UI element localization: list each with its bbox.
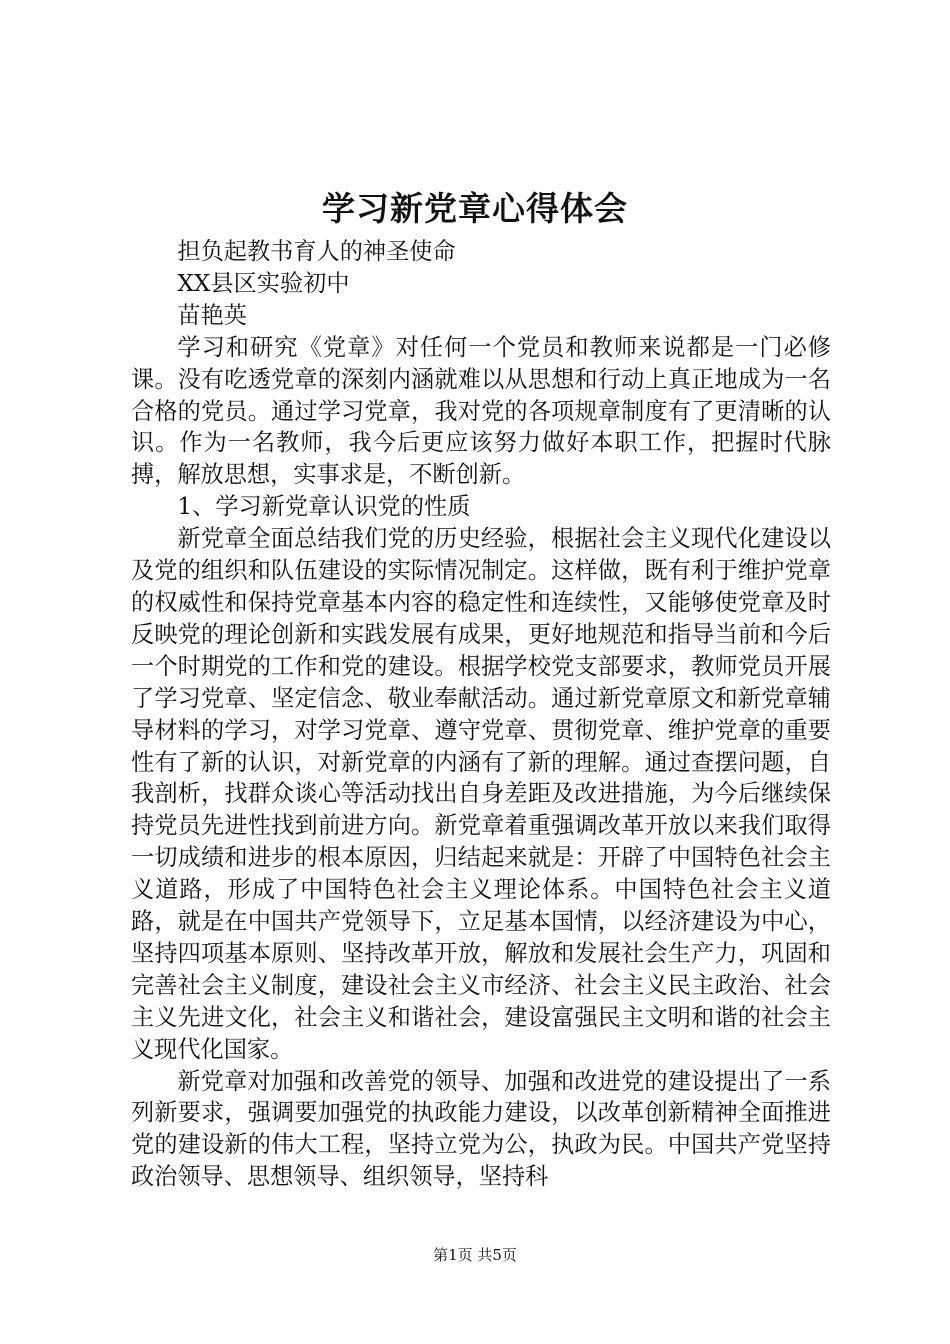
body-paragraph: 新党章全面总结我们党的历史经验，根据社会主义现代化建设以及党的组织和队伍建设的实际情况制定。这样做，既有利于维护党章的权威性和保持党章基本内容的稳定性和连续性，又能够使党章及时反映党的理论创新和实践发展有成果，更好地规范和指导当前和今后一个时期党的工作和党的建设。根据学校党支部要求，教师党员开展了学习党章、坚定信念、敬业奉献活动。通过新党章原文和新党章辅导材料的学习，对学习党章、遵守党章、贯彻党章、维护党章的重要性有了新的认识，对新党章的内涵有了新的理解。通过查摆问题，自我剖析，找群众谈心等活动找出自身差距及改进措施，为今后继续保持党员先进性找到前进方向。新党章着重强调改革开放以来我们取得一切成绩和进步的根本原因，归结起来就是：开辟了中国特色社会主义道路，形成了中国特色社会主义理论体系。中国特色社会主义道路，就是在中国共产党领导下，立足基本国情，以经济建设为中心，坚持四项基本原则、坚持改革开放，解放和发展社会生产力，巩固和完善社会主义制度，建设社会主义市经济、社会主义民主政治、社会主义先进文化，社会主义和谐社会，建设富强民主文明和谐的社会主义现代化国家。 xyxy=(131,525,831,1063)
body-paragraph: 学习和研究《党章》对任何一个党员和教师来说都是一门必修课。没有吃透党章的深刻内涵就难以从思想和行动上真正地成为一名合格的党员。通过学习党章，我对党的各项规章制度有了更清晰的认识。作为一名教师，我今后更应该努力做好本职工作，把握时代脉搏，解放思想，实事求是，不断创新。 xyxy=(131,333,831,489)
page-footer: 第1页 共5页 xyxy=(433,1246,517,1264)
section-heading: 1、学习新党章认识党的性质 xyxy=(177,493,471,521)
document-body xyxy=(131,236,831,1193)
document-title: 学习新党章心得体会 xyxy=(322,189,628,228)
body-paragraph: 新党章对加强和改善党的领导、加强和改进党的建设提出了一系列新要求，强调要加强党的执政能力建设，以改革创新精神全面推进党的建设新的伟大工程，坚持立党为公，执政为民。中国共产党坚持政治领导、思想领导、组织领导，坚持科 xyxy=(131,1067,831,1191)
author-paragraph: 苗艳英 xyxy=(177,301,247,329)
school-paragraph: XX县区实验初中 xyxy=(177,269,350,297)
subtitle-paragraph: 担负起教书育人的神圣使命 xyxy=(177,238,456,265)
